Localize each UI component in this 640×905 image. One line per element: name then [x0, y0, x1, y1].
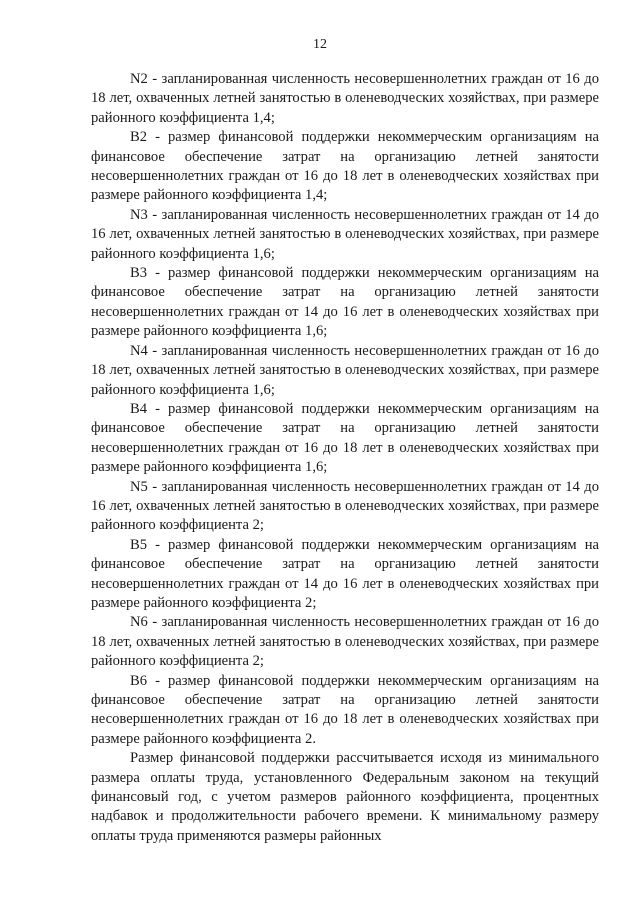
paragraph-b6-definition: B6 - размер финансовой поддержки некоммерческим организациям на финансовое обеспечение затрат на организацию летней занятости несовершеннолетних граждан от 16 до 18 лет в оленеводческих хозяйствах при размере районного коэффициента 2.	[91, 672, 599, 747]
paragraph-n3-definition: N3 - запланированная численность несовершеннолетних граждан от 14 до 16 лет, охваченных летней занятостью в оленеводческих хозяйствах, при размере районного коэффициента 1,6;	[91, 206, 599, 262]
paragraph-n4-definition: N4 - запланированная численность несовершеннолетних граждан от 16 до 18 лет, охваченных летней занятостью в оленеводческих хозяйствах, при размере районного коэффициента 1,6;	[91, 342, 599, 398]
paragraph-support-calculation: Размер финансовой поддержки рассчитывается исходя из минимального размера оплаты труда, установленного Федеральным законом на текущий финансовый год, с учетом размеров районного коэффициента, процентных надбавок и продолжительности рабочего времени. К минимальному размеру оплаты труда применяются размеры районных	[91, 750, 599, 844]
paragraph-b3-definition: B3 - размер финансовой поддержки некоммерческим организациям на финансовое обеспечение затрат на организацию летней занятости несовершеннолетних граждан от 14 до 16 лет в оленеводческих хозяйствах при размере районного коэффициента 1,6;	[91, 265, 599, 340]
paragraph-b4-definition: B4 - размер финансовой поддержки некоммерческим организациям на финансовое обеспечение затрат на организацию летней занятости несовершеннолетних граждан от 16 до 18 лет в оленеводческих хозяйствах при размере районного коэффициента 1,6;	[91, 400, 599, 476]
paragraph-b5-definition: B5 - размер финансовой поддержки некоммерческим организациям на финансовое обеспечение затрат на организацию летней занятости несовершеннолетних граждан от 14 до 16 лет в оленеводческих хозяйствах при размере районного коэффициента 2;	[91, 536, 599, 611]
page-number: 12	[313, 37, 327, 52]
paragraph-n5-definition: N5 - запланированная численность несовершеннолетних граждан от 14 до 16 лет, охваченных летней занятостью в оленеводческих хозяйствах, при размере районного коэффициента 2;	[91, 478, 599, 534]
paragraph-n6-definition: N6 - запланированная численность несовершеннолетних граждан от 16 до 18 лет, охваченных летней занятостью в оленеводческих хозяйствах, при размере районного коэффициента 2;	[91, 614, 599, 670]
paragraph-n2-definition: N2 - запланированная численность несовершеннолетних граждан от 16 до 18 лет, охваченных летней занятостью в оленеводческих хозяйствах, при размере районного коэффициента 1,4;	[91, 71, 599, 126]
document-body	[91, 70, 599, 846]
paragraph-b2-definition: B2 - размер финансовой поддержки некоммерческим организациям на финансовое обеспечение затрат на организацию летней занятости несовершеннолетних граждан от 16 до 18 лет в оленеводческих хозяйствах при размере районного коэффициента 1,4;	[91, 129, 599, 204]
